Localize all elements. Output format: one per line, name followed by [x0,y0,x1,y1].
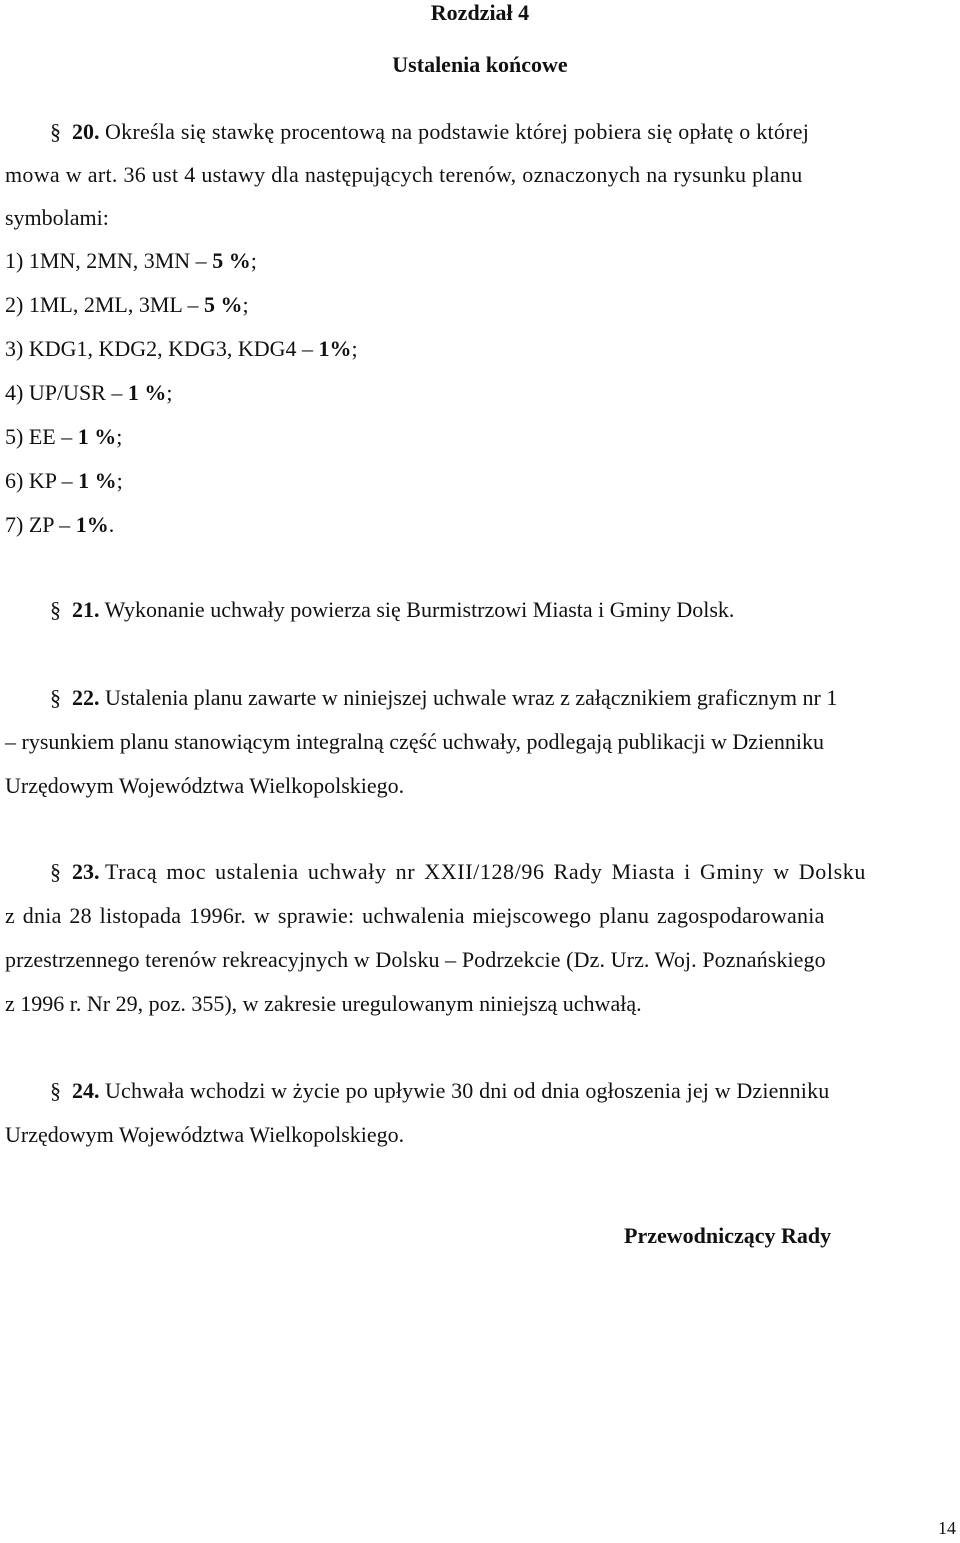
section-number: 21. [72,597,100,622]
section-text: Tracą moc ustalenia uchwały nr XXII/128/96 Rady Miasta i Gminy w Dolsku [105,859,866,884]
list-item: 4) UP/USR – 1 %; [5,380,173,405]
section-number: 22. [72,685,100,710]
section-24-line-1 [50,1077,829,1105]
section-text: Ustalenia planu zawarte w niniejszej uchwale wraz z załącznikiem graficznym nr 1 [105,685,838,710]
list-item: 3) KDG1, KDG2, KDG3, KDG4 – 1%; [5,336,358,361]
list-item: 1) 1MN, 2MN, 3MN – 5 %; [5,248,257,273]
list-item: 5) EE – 1 %; [5,424,123,449]
section-22-line-1 [50,684,837,712]
section-24-line-2: Urzędowym Województwa Wielkopolskiego. [5,1122,405,1147]
section-number: 20. [72,119,100,144]
section-22-line-3: Urzędowym Województwa Wielkopolskiego. [5,773,405,798]
section-20-line-1 [50,118,809,146]
list-item: 6) KP – 1 %; [5,468,123,493]
section-sign: § [50,597,61,622]
signature-title: Przewodniczący Rady [624,1223,832,1248]
section-22-line-2: – rysunkiem planu stanowiącym integralną część uchwały, podlegają publikacji w Dzienniku [5,729,825,754]
chapter-title: Ustalenia końcowe [392,52,568,77]
section-20-line-3: symbolami: [5,205,109,230]
section-20-line-2: mowa w art. 36 ust 4 ustawy dla następujących terenów, oznaczonych na rysunku planu [5,162,803,187]
section-23-line-2: z dnia 28 listopada 1996r. w sprawie: uchwalenia miejscowego planu zagospodarowania [5,903,825,928]
section-text: Określa się stawkę procentową na podstawie której pobiera się opłatę o której [105,119,810,144]
list-item: 2) 1ML, 2ML, 3ML – 5 %; [5,292,249,317]
section-text: Wykonanie uchwały powierza się Burmistrzowi Miasta i Gminy Dolsk. [104,597,735,622]
section-sign: § [50,1078,61,1103]
list-item: 7) ZP – 1%. [5,512,115,537]
section-23-line-1 [50,858,866,886]
section-number: 23. [72,859,100,884]
section-23-line-3: przestrzennego terenów rekreacyjnych w Dolsku – Podrzekcie (Dz. Urz. Woj. Poznańskiego [5,947,826,972]
section-sign: § [50,119,61,144]
section-21 [50,596,734,624]
section-number: 24. [72,1078,100,1103]
page-number: 14 [938,1518,956,1538]
section-sign: § [50,859,61,884]
chapter-heading: Rozdział 4 [430,0,530,25]
section-sign: § [50,685,61,710]
section-text: Uchwała wchodzi w życie po upływie 30 dni od dnia ogłoszenia jej w Dzienniku [105,1078,830,1103]
section-23-line-4: z 1996 r. Nr 29, poz. 355), w zakresie uregulowanym niniejszą uchwałą. [5,991,642,1016]
